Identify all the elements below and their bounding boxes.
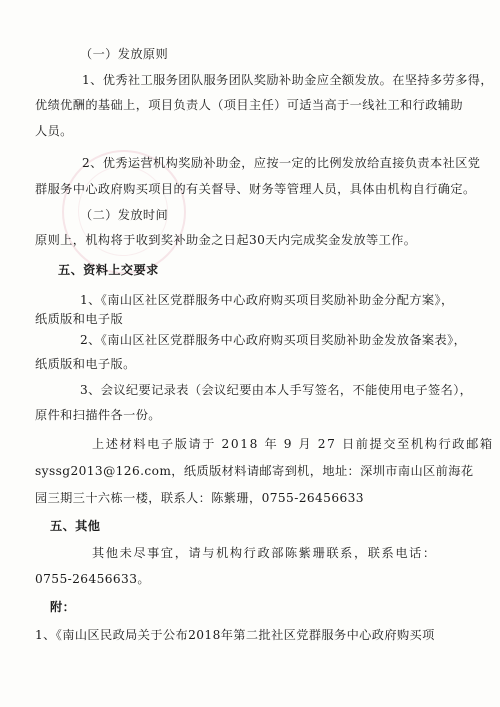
submission-instructions-email: syssg2013@126.com，纸质版材料请邮寄到机，地址：深圳市南山区前海花: [35, 464, 474, 478]
section-heading-distribution-principle: （一）发放原则: [80, 47, 169, 61]
attachment-heading: 附：: [50, 600, 76, 614]
material-item-3-format: 原件和扫描件各一份。: [35, 408, 161, 422]
attachment-item-1: 1、《南山区民政局关于公布2018年第二批社区党群服务中心政府购买项: [35, 628, 435, 642]
principle-item-2-cont: 群服务中心政府购买项目的有关督导、财务等管理人员，具体由机构自行确定。: [35, 182, 476, 196]
principle-item-1-cont: 优绩优酬的基础上，项目负责人（项目主任）可适当高于一线社工和行政辅助: [35, 98, 463, 112]
material-item-1: 1、《南山区社区党群服务中心政府购买项目奖励补助金分配方案》，: [80, 293, 454, 307]
other-contact-phone: 0755-26456633。: [35, 572, 150, 586]
principle-item-1: 1、优秀社工服务团队服务团队奖励补助金应全额发放。在坚持多劳多得，: [82, 73, 493, 87]
principle-item-2: 2、优秀运营机构奖励补助金，应按一定的比例发放给直接负责本社区党: [82, 156, 481, 170]
principle-item-1-end: 人员。: [35, 124, 73, 138]
material-item-3: 3、会议纪要记录表（会议纪要由本人手写签名，不能使用电子签名），: [80, 383, 473, 397]
submission-instructions: 上述材料电子版请于 2018 年 9 月 27 日前提交至机构行政邮箱: [92, 437, 494, 451]
material-item-2: 2、《南山区社区党群服务中心政府购买项目奖励补助金发放备案表》，: [80, 333, 467, 347]
material-item-2-format: 纸质版和电子版。: [35, 357, 136, 371]
other-contact-text: 其他未尽事宜，请与机构行政部陈紫珊联系，联系电话：: [92, 546, 437, 560]
section-heading-distribution-time: （二）发放时间: [80, 208, 169, 222]
distribution-time-text: 原则上，机构将于收到奖补助金之日起30天内完成奖金发放等工作。: [35, 233, 417, 247]
section-heading-materials: 五、资料上交要求: [58, 263, 159, 277]
submission-instructions-address: 园三期三十六栋一楼，联系人：陈紫珊，0755-26456633: [35, 491, 364, 505]
material-item-1-format: 纸质版和电子版: [35, 312, 124, 326]
section-heading-other: 五、其他: [50, 519, 101, 533]
